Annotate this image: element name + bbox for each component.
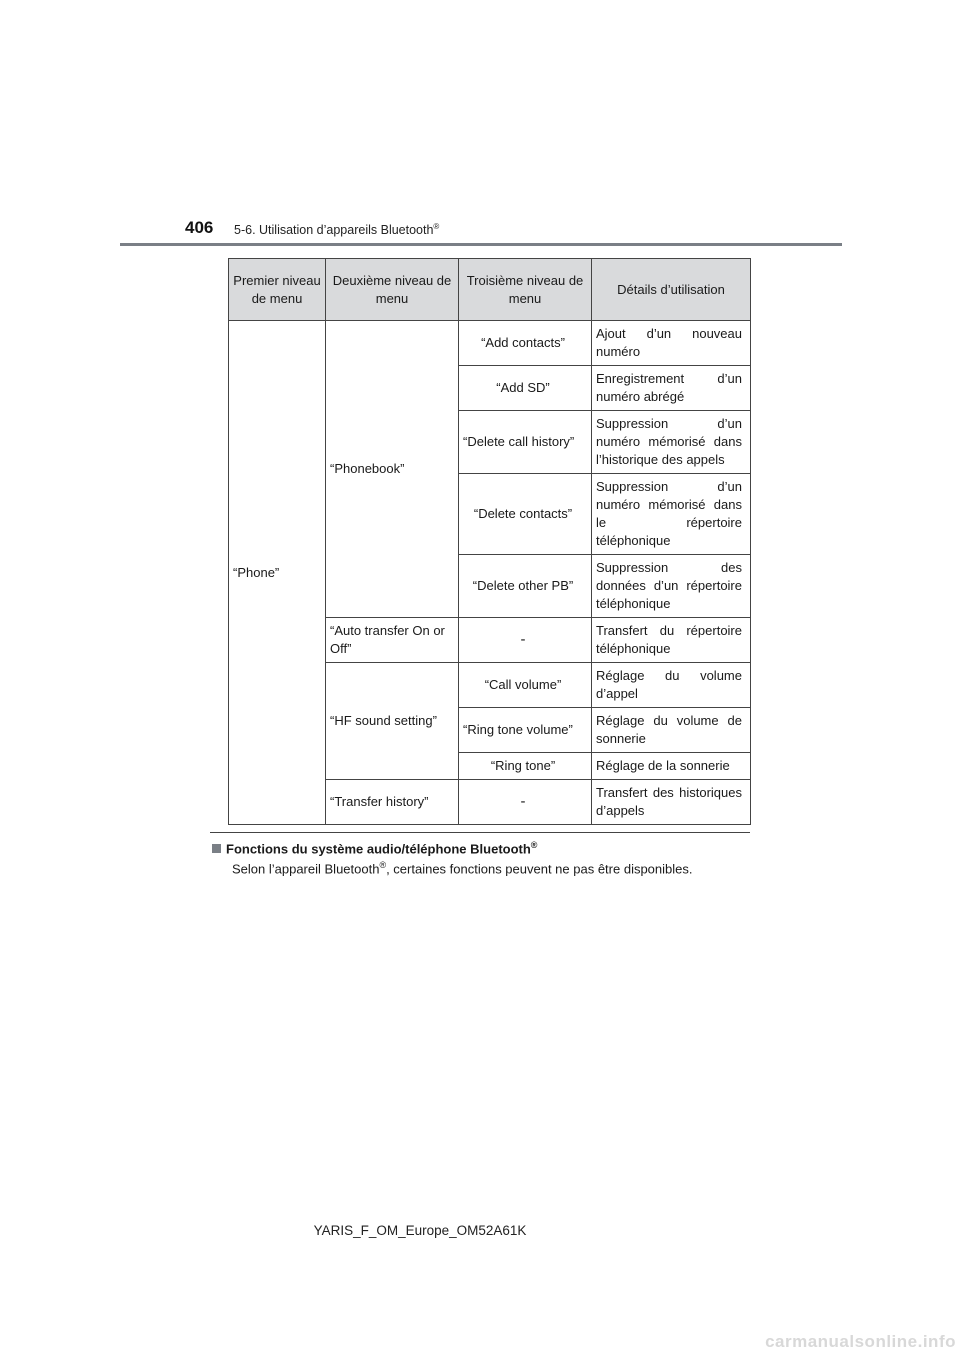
table-header-row — [229, 259, 751, 321]
details-cell: Transfert des historiques d’appels — [592, 780, 751, 825]
section-title-text: 5-6. Utilisation d’appareils Bluetooth — [234, 223, 434, 238]
menu-table — [228, 258, 751, 825]
third-level-cell: “Delete call history” — [459, 411, 592, 474]
third-level-cell: “Ring tone” — [459, 753, 592, 780]
bullet-square-icon — [212, 844, 221, 853]
header-rule — [120, 243, 842, 246]
watermark: carmanualsonline.info — [765, 1332, 956, 1351]
registered-mark: ® — [379, 860, 387, 870]
details-cell: Réglage du volume de sonnerie — [592, 708, 751, 753]
section-title — [234, 222, 439, 237]
note-text-start: Selon l’appareil Bluetooth — [232, 861, 380, 877]
footer-code: YARIS_F_OM_Europe_OM52A61K — [313, 1223, 527, 1238]
third-level-cell: “Call volume” — [459, 663, 592, 708]
second-level-auto-transfer: “Auto transfer On or Off” — [326, 618, 459, 663]
details-cell: Ajout d’un nouveau numéro — [592, 321, 751, 366]
section-divider — [210, 832, 750, 833]
second-level-hf-sound: “HF sound setting” — [326, 663, 459, 780]
page-number: 406 — [185, 218, 214, 237]
registered-mark: ® — [530, 840, 538, 850]
third-level-cell: - — [459, 618, 592, 663]
second-level-transfer-history: “Transfer history” — [326, 780, 459, 825]
third-level-cell: “Add contacts” — [459, 321, 592, 366]
third-level-cell: “Add SD” — [459, 366, 592, 411]
column-header-details: Détails d’utilisation — [592, 259, 751, 321]
column-header-second-level: Deuxième niveau de menu — [326, 259, 459, 321]
third-level-cell: “Ring tone volume” — [459, 708, 592, 753]
note-heading — [212, 840, 537, 856]
registered-mark: ® — [433, 222, 440, 231]
details-cell: Suppression d’un numéro mémorisé dans l’historique des appels — [592, 411, 751, 474]
note-text-end: , certaines fonctions peuvent ne pas être disponibles. — [386, 861, 693, 877]
column-header-third-level: Troisième niveau de menu — [459, 259, 592, 321]
note-text — [232, 860, 693, 876]
column-header-first-level: Premier niveau de menu — [229, 259, 326, 321]
details-cell: Suppression des données d’un répertoire téléphonique — [592, 555, 751, 618]
table-row — [229, 321, 751, 366]
third-level-cell: “Delete other PB” — [459, 555, 592, 618]
first-level-phone: “Phone” — [229, 321, 326, 825]
details-cell: Réglage de la sonnerie — [592, 753, 751, 780]
note-heading-text: Fonctions du système audio/téléphone Bluetooth — [226, 841, 531, 857]
details-cell: Enregistrement d’un numéro abrégé — [592, 366, 751, 411]
details-cell: Suppression d’un numéro mémorisé dans le répertoire téléphonique — [592, 474, 751, 555]
third-level-cell: - — [459, 780, 592, 825]
second-level-phonebook: “Phonebook” — [326, 321, 459, 618]
third-level-cell: “Delete contacts” — [459, 474, 592, 555]
details-cell: Transfert du répertoire téléphonique — [592, 618, 751, 663]
footer — [0, 1223, 960, 1238]
details-cell: Réglage du volume d’appel — [592, 663, 751, 708]
